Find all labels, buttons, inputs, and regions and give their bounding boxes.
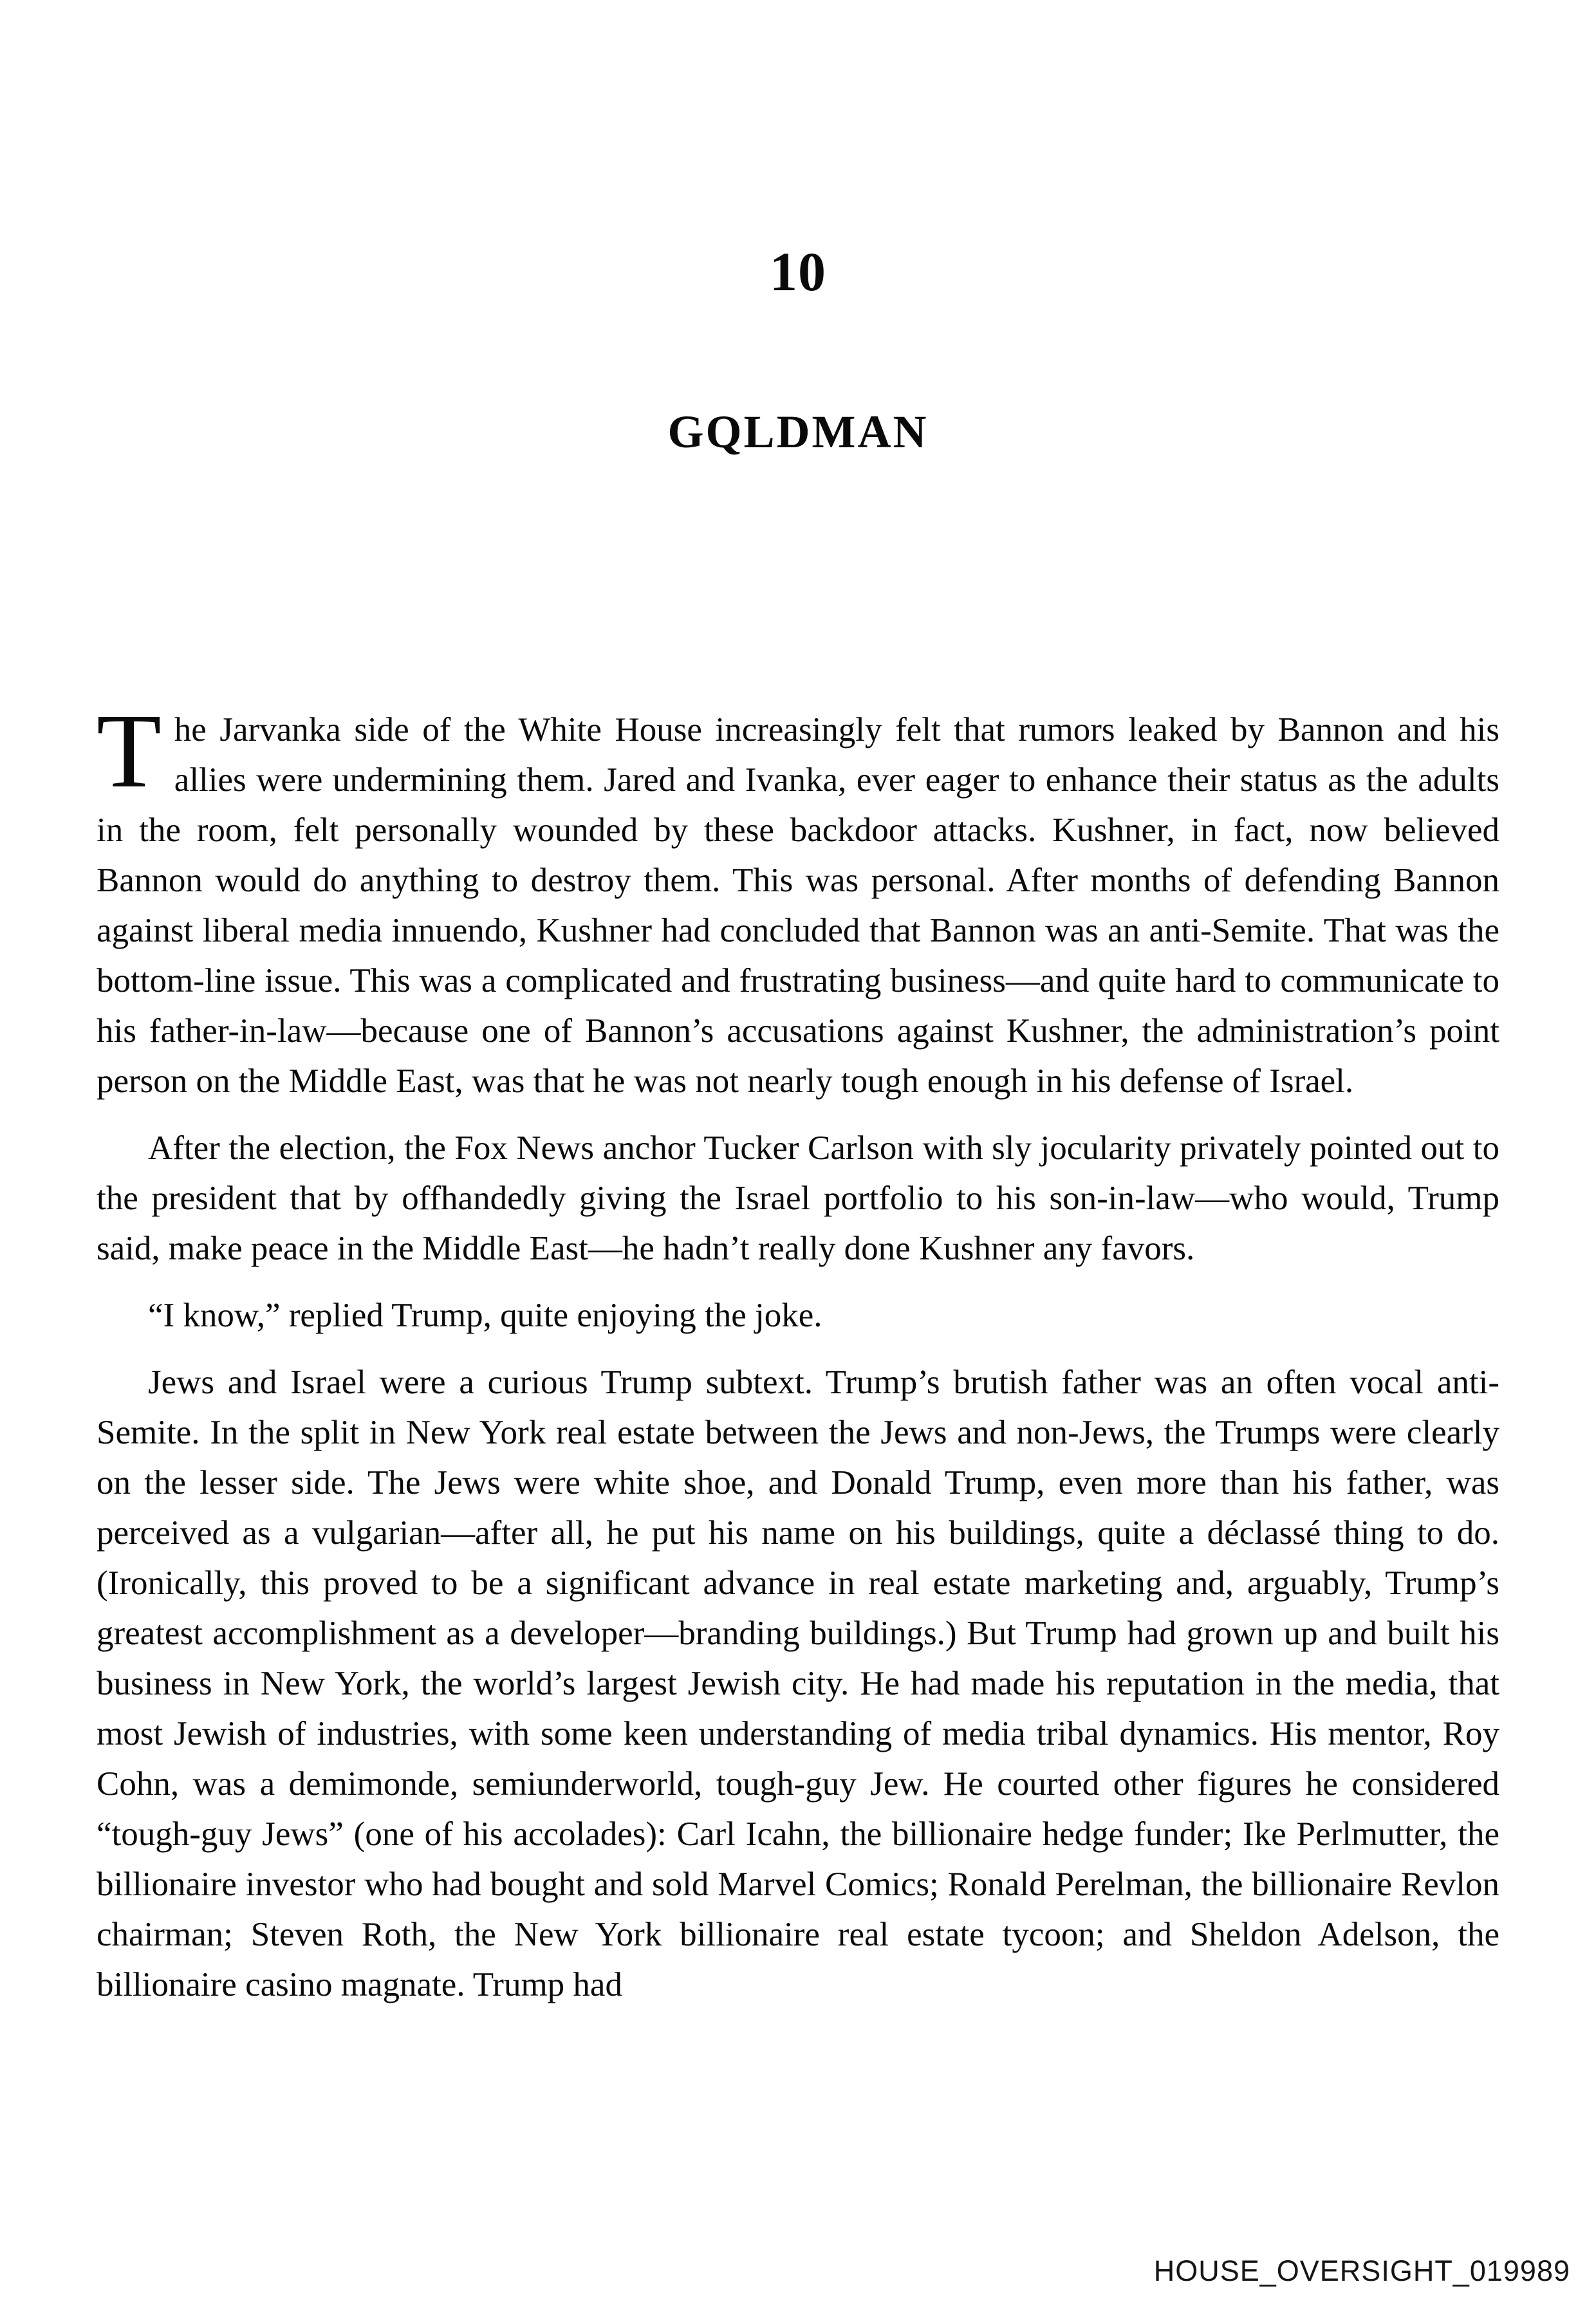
body-text — [97, 692, 1499, 2010]
chapter-title: GQLDMAN — [667, 406, 929, 458]
paragraph-2: After the election, the Fox News anchor Tucker Carlson with sly jocularity privately pointed out to the president that by offhandedly giving the Israel portfolio to his son-in-law—who would, Trump said, make peace in the Middle East—he hadn’t really done Kushner any favors. — [97, 1129, 1499, 1267]
drop-cap: T — [97, 692, 162, 810]
paragraph-3: “I know,” replied Trump, quite enjoying the joke. — [148, 1297, 822, 1334]
paragraph-1-text: he Jarvanka side of the White House increasingly felt that rumors leaked by Bannon and his allies were undermining them. Jared and Ivanka, ever eager to enhance their status as the adults in the room, felt personally wounded by these backdoor attacks. Kushner, in fact, now believed Bannon would do anything to destroy them. This was personal. After months of defending Bannon against liberal media innuendo, Kushner had concluded that Bannon was an anti-Semite. That was the bottom-line issue. This was a complicated and frustrating business—and quite hard to communicate to his father-in-law—because one of Bannon’s accusations against Kushner, the administration’s point person on the Middle East, was that he was not nearly tough enough in his defense of Israel. — [97, 711, 1499, 1100]
paragraph-1 — [97, 692, 1499, 1106]
chapter-number: 10 — [770, 241, 826, 302]
paragraph-4: Jews and Israel were a curious Trump subtext. Trump’s brutish father was an often vocal anti-Semite. In the split in New York real estate between the Jews and non-Jews, the Trumps were clearly on the lesser side. The Jews were white shoe, and Donald Trump, even more than his father, was perceived as a vulgarian—after all, he put his name on his buildings, quite a déclassé thing to do. (Ironically, this proved to be a significant advance in real estate marketing and, arguably, Trump’s greatest accomplishment as a developer—branding buildings.) But Trump had grown up and built his business in New York, the world’s largest Jewish city. He had made his reputation in the media, that most Jewish of industries, with some keen understanding of media tribal dynamics. His mentor, Roy Cohn, was a demimonde, semiunderworld, tough-guy Jew. He courted other figures he considered “tough-guy Jews” (one of his accolades): Carl Icahn, the billionaire hedge funder; Ike Perlmutter, the billionaire investor who had bought and sold Marvel Comics; Ronald Perelman, the billionaire Revlon chairman; Steven Roth, the New York billionaire real estate tycoon; and Sheldon Adelson, the billionaire casino magnate. Trump had — [97, 1364, 1499, 2003]
bates-stamp: HOUSE_OVERSIGHT_019989 — [1153, 2254, 1570, 2287]
